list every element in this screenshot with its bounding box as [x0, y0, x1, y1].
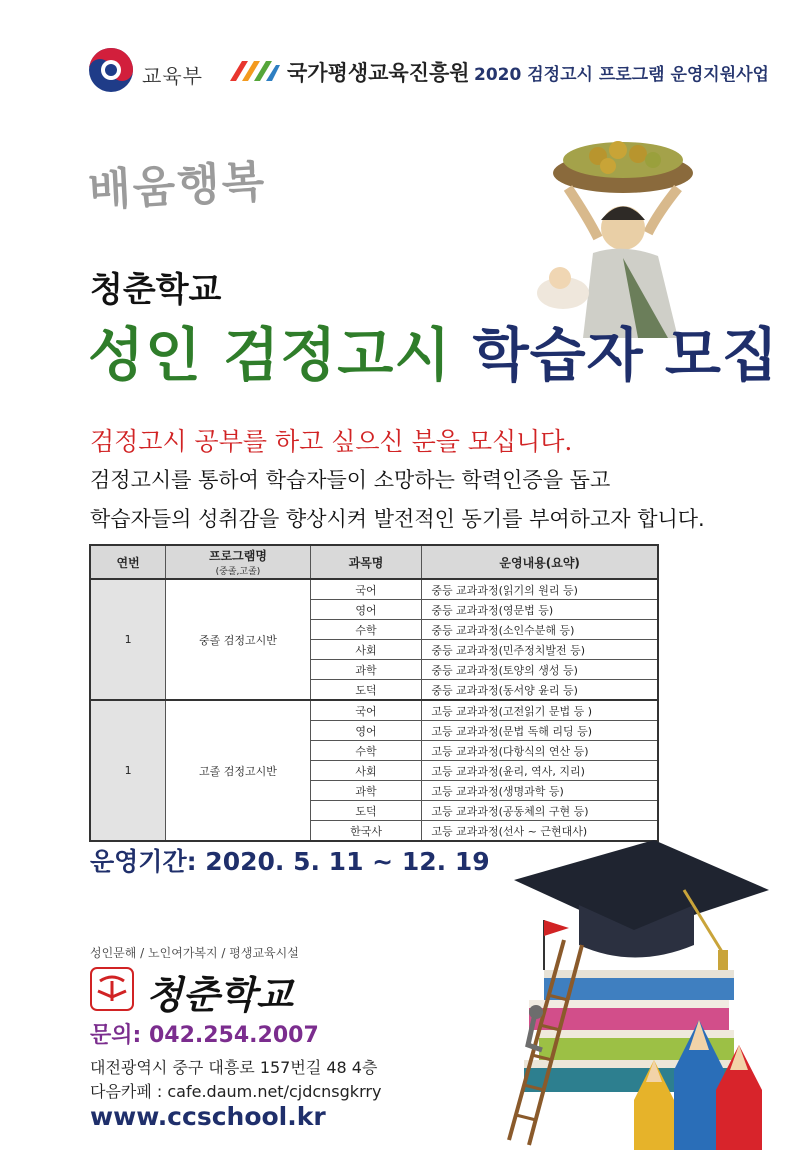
header-subject: 과목명 [310, 545, 422, 579]
table-row [90, 579, 658, 600]
content-cell: 중등 교과과정(읽기의 원리 등) [422, 579, 658, 600]
address: 대전광역시 중구 대흥로 157번길 48 4층 [90, 1058, 378, 1077]
graduation-books-illustration [484, 820, 784, 1150]
headline-part2: 학습자 모집 [472, 321, 779, 389]
contact-phone[interactable]: 문의: 042.254.2007 [90, 1023, 319, 1048]
group-no: 1 [90, 579, 166, 700]
institute-name: 국가평생교육진흥원 [287, 61, 470, 85]
subject-cell: 도덕 [310, 801, 422, 821]
curriculum-table [89, 544, 659, 842]
cafe-link[interactable]: 다음카페 : cafe.daum.net/cjdcnsgkrry [90, 1082, 382, 1101]
subject-cell: 사회 [310, 640, 422, 660]
content-cell: 중등 교과과정(영문법 등) [422, 600, 658, 620]
content-cell: 고등 교과과정(다항식의 연산 등) [422, 741, 658, 761]
header-program-label: 프로그램명 [209, 549, 267, 563]
subject-cell: 사회 [310, 761, 422, 781]
description-line-1: 검정고시를 통하여 학습자들이 소망하는 학력인증을 돕고 [90, 468, 611, 492]
headline [88, 308, 779, 392]
subject-cell: 수학 [310, 620, 422, 640]
content-cell: 고등 교과과정(고전읽기 문법 등 ) [422, 700, 658, 721]
subject-cell: 국어 [310, 700, 422, 721]
table-row [90, 700, 658, 721]
content-cell: 중등 교과과정(소인수분해 등) [422, 620, 658, 640]
organization-types: 성인문해 / 노인여가복지 / 평생교육시설 [90, 946, 299, 960]
slogan-calligraphy: 배움행복 [87, 156, 268, 217]
subject-cell: 도덕 [310, 680, 422, 701]
header-no: 연번 [90, 545, 166, 579]
subject-cell: 영어 [310, 721, 422, 741]
content-cell: 고등 교과과정(문법 독해 리딩 등) [422, 721, 658, 741]
subject-cell: 과학 [310, 781, 422, 801]
headline-part1: 성인 검정고시 [88, 321, 452, 389]
content-cell: 고등 교과과정(공동체의 구현 등) [422, 801, 658, 821]
operation-period: 운영기간: 2020. 5. 11 ~ 12. 19 [90, 847, 490, 876]
school-name: 청춘학교 [90, 270, 222, 310]
content-cell: 중등 교과과정(토양의 생성 등) [422, 660, 658, 680]
subject-cell: 국어 [310, 579, 422, 600]
invitation-text: 검정고시 공부를 하고 싶으신 분을 모십니다. [90, 427, 573, 456]
content-cell: 고등 교과과정(선사 ~ 근현대사) [422, 821, 658, 842]
school-logo-name: 청춘학교 [146, 972, 293, 1017]
school-logo-icon [90, 967, 134, 1011]
ministry-of-education-logo [88, 47, 134, 93]
content-cell: 중등 교과과정(민주정치발전 등) [422, 640, 658, 660]
subject-cell: 영어 [310, 600, 422, 620]
subject-cell: 과학 [310, 660, 422, 680]
website-link[interactable]: www.ccschool.kr [90, 1102, 326, 1131]
header-program [166, 545, 310, 579]
content-cell: 고등 교과과정(윤리, 역사, 지리) [422, 761, 658, 781]
institute-logo [228, 57, 280, 85]
subject-cell: 수학 [310, 741, 422, 761]
subject-cell: 한국사 [310, 821, 422, 842]
header-program-sub: (중졸,고졸) [215, 567, 261, 577]
program-title: 2020 검정고시 프로그램 운영지원사업 [474, 65, 769, 85]
group-program: 중졸 검정고시반 [166, 579, 310, 700]
content-cell: 중등 교과과정(동서양 윤리 등) [422, 680, 658, 701]
description-line-2: 학습자들의 성취감을 향상시켜 발전적인 동기를 부여하고자 합니다. [90, 507, 705, 531]
content-cell: 고등 교과과정(생명과학 등) [422, 781, 658, 801]
header-content: 운영내용(요약) [422, 545, 658, 579]
ministry-name: 교육부 [142, 64, 203, 88]
group-no: 1 [90, 700, 166, 841]
group-program: 고졸 검정고시반 [166, 700, 310, 841]
